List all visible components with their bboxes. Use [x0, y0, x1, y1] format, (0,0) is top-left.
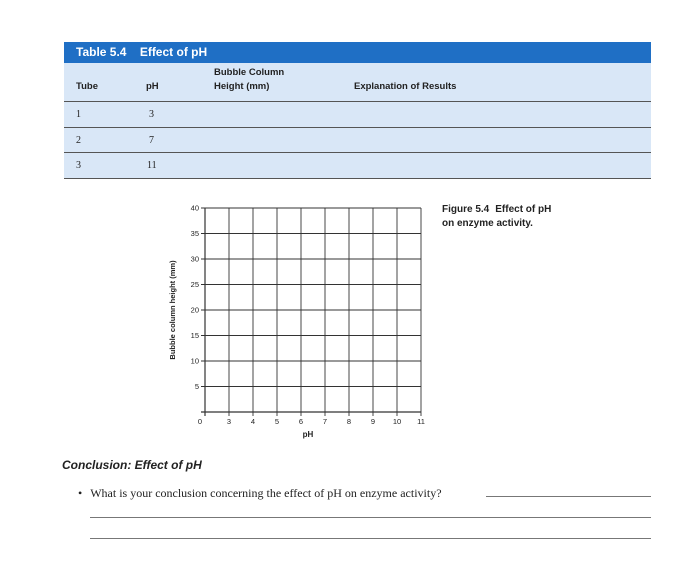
- x-tick-label: 3: [226, 417, 232, 426]
- conclusion-title: Conclusion: Effect of pH: [62, 458, 202, 472]
- x-tick-label: 4: [250, 417, 256, 426]
- x-axis-label: pH: [302, 430, 314, 439]
- y-tick-label: 40: [190, 203, 199, 213]
- table-row: [64, 128, 651, 154]
- y-tick-label: 15: [190, 331, 199, 340]
- y-tick-label: 30: [190, 254, 199, 264]
- answer-line[interactable]: [486, 496, 651, 497]
- cell-ph: 11: [147, 160, 157, 171]
- data-table: [64, 42, 651, 179]
- table-label: Table 5.4: [76, 45, 127, 59]
- y-tick-label: 35: [190, 229, 199, 238]
- cell-ph: 7: [149, 134, 154, 146]
- figure-title-part2: on enzyme activity.: [442, 218, 533, 229]
- ph-chart: [160, 198, 430, 443]
- x-tick-label: 5: [274, 417, 280, 426]
- answer-line[interactable]: [90, 517, 651, 518]
- table-row: [64, 102, 651, 128]
- answer-line[interactable]: [90, 538, 651, 539]
- header-bubble-line1: Bubble Column: [214, 67, 285, 78]
- y-tick-label: 25: [190, 280, 199, 289]
- y-tick-label: 5: [194, 382, 199, 391]
- x-tick-label: 11: [417, 417, 425, 426]
- chart-grid: [201, 208, 421, 416]
- x-tick-label: 10: [392, 417, 402, 426]
- x-tick-label: 8: [346, 417, 352, 426]
- y-axis-label: Bubble column height (mm): [168, 260, 177, 360]
- cell-tube: 1: [76, 109, 81, 120]
- y-tick-label: 20: [190, 305, 199, 315]
- y-tick-label: 10: [190, 356, 199, 366]
- question-text: What is your conclusion concerning the effect of pH on enzyme activity?: [90, 486, 442, 500]
- figure-caption: [442, 203, 602, 231]
- cell-ph: 3: [149, 109, 154, 120]
- header-ph: pH: [146, 81, 159, 92]
- header-tube: Tube: [76, 81, 98, 92]
- x-axis-ticks: [198, 417, 425, 426]
- table-row: [64, 153, 651, 179]
- x-tick-label: 0: [197, 417, 203, 426]
- x-tick-label: 9: [370, 417, 376, 426]
- table-title: Effect of pH: [139, 45, 208, 59]
- bullet: •: [78, 486, 83, 500]
- table-title-bar: [64, 42, 651, 63]
- figure-title-part1: Effect of pH: [495, 204, 552, 215]
- cell-tube: 2: [76, 134, 81, 146]
- conclusion-question: [78, 486, 442, 501]
- table-header-row: [64, 63, 651, 102]
- header-bubble-line2: Height (mm): [214, 81, 270, 92]
- figure-label: Figure 5.4: [442, 204, 490, 215]
- header-explanation: Explanation of Results: [354, 81, 457, 92]
- cell-tube: 3: [76, 160, 81, 171]
- x-tick-label: 7: [322, 417, 328, 426]
- y-axis-ticks: [191, 204, 199, 392]
- x-tick-label: 6: [298, 417, 304, 426]
